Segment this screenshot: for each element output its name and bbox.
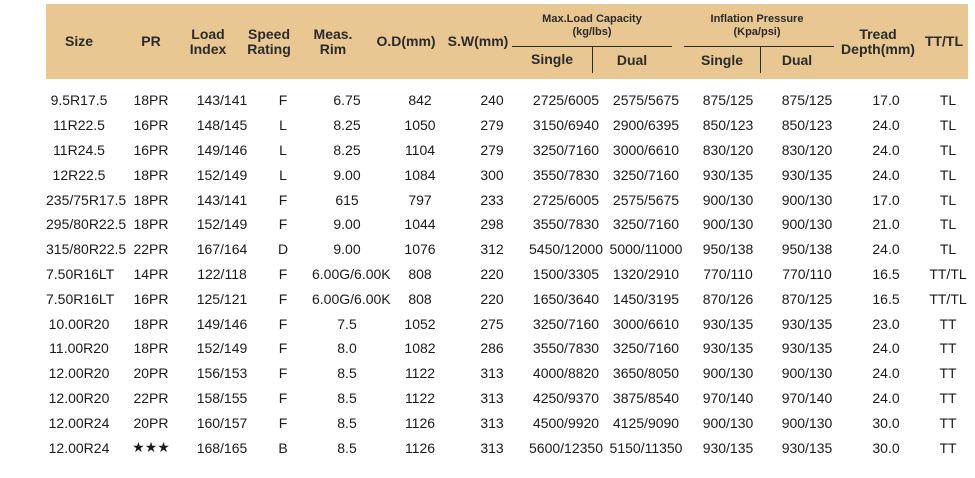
cell-tt-tl: TT [939, 389, 957, 406]
cell-load-dual: 1320/2910 [612, 265, 680, 282]
cell-pr: 18PR [133, 191, 169, 208]
cell-load-single: 3250/7160 [532, 141, 600, 158]
cell-inflation-single: 930/135 [702, 315, 754, 332]
cell-speed-rating: F [278, 92, 288, 109]
cell-pr: 22PR [133, 389, 169, 406]
cell-size: 315/80R22.5 [46, 241, 127, 258]
cell-size: 12.00R20 [48, 389, 110, 406]
cell-speed-rating: F [278, 191, 288, 208]
cell-inflation-dual: 930/135 [781, 340, 833, 357]
cell-od: 1050 [404, 117, 436, 134]
table-row [46, 212, 968, 237]
header-speed-rating: Speed Rating [247, 26, 291, 57]
table-row [46, 410, 968, 435]
cell-load-index: 125/121 [196, 290, 248, 307]
cell-size: 11R24.5 [53, 141, 105, 158]
cell-sw: 312 [480, 241, 504, 258]
cell-tt-tl: TL [939, 241, 957, 258]
cell-od: 1122 [404, 365, 436, 382]
cell-tt-tl: TT [939, 439, 957, 456]
cell-tread-depth: 30.0 [872, 414, 900, 431]
cell-sw: 240 [480, 92, 504, 109]
cell-load-dual: 2575/5675 [612, 92, 680, 109]
cell-load-dual: 5150/11350 [609, 439, 683, 456]
cell-load-single: 4250/9370 [532, 389, 600, 406]
cell-tread-depth: 24.0 [872, 241, 900, 258]
cell-load-single: 2725/6005 [532, 92, 600, 109]
cell-tread-depth: 23.0 [872, 315, 900, 332]
cell-pr: 20PR [133, 365, 169, 382]
table-row [46, 187, 968, 212]
cell-meas-rim: 6.00G/6.00K [312, 290, 391, 307]
cell-tt-tl: TL [939, 166, 957, 183]
cell-tt-tl: TL [939, 141, 957, 158]
cell-inflation-single: 850/123 [702, 117, 754, 134]
cell-load-single: 2725/6005 [532, 191, 600, 208]
header-load-single: Single [530, 51, 573, 67]
cell-inflation-single: 900/130 [702, 191, 754, 208]
cell-tread-depth: 24.0 [872, 340, 900, 357]
cell-od: 808 [408, 265, 432, 282]
cell-load-single: 3550/7830 [532, 216, 600, 233]
cell-meas-rim: 8.5 [337, 439, 357, 456]
cell-load-index: 152/149 [196, 166, 248, 183]
cell-size: 12R22.5 [52, 166, 106, 183]
cell-load-index: 156/153 [196, 365, 248, 382]
cell-inflation-dual: 900/130 [781, 414, 833, 431]
cell-tt-tl: TT/TL [929, 265, 967, 282]
cell-sw: 279 [480, 117, 504, 134]
table-header [46, 4, 968, 79]
header-inflation: Inflation Pressure (Kpa/psi) [710, 13, 804, 38]
cell-load-index: 158/155 [196, 389, 248, 406]
cell-speed-rating: F [278, 315, 288, 332]
cell-load-dual: 3875/8540 [612, 389, 680, 406]
cell-speed-rating: F [278, 389, 288, 406]
cell-inflation-single: 870/126 [702, 290, 754, 307]
cell-size: 10.00R20 [48, 315, 110, 332]
cell-speed-rating: F [278, 340, 288, 357]
cell-load-index: 149/146 [196, 141, 248, 158]
cell-load-single: 4000/8820 [532, 365, 600, 382]
cell-od: 797 [408, 191, 432, 208]
cell-load-index: 160/157 [196, 414, 248, 431]
cell-load-dual: 2900/6395 [612, 117, 680, 134]
cell-speed-rating: L [279, 117, 287, 134]
cell-pr: 18PR [133, 166, 169, 183]
cell-inflation-dual: 900/130 [781, 216, 833, 233]
cell-size: 7.50R16LT [46, 265, 115, 282]
cell-inflation-dual: 770/110 [782, 265, 832, 282]
cell-load-single: 1500/3305 [532, 265, 600, 282]
table-row [46, 361, 968, 386]
header-load-index: Load Index [189, 26, 227, 57]
cell-sw: 313 [480, 414, 504, 431]
cell-sw: 286 [480, 340, 504, 357]
cell-tt-tl: TT [939, 414, 957, 431]
cell-tread-depth: 24.0 [872, 141, 900, 158]
cell-size: 11R22.5 [53, 117, 105, 134]
table-body [46, 88, 968, 460]
cell-load-index: 122/118 [197, 265, 247, 282]
cell-inflation-dual: 930/135 [781, 439, 833, 456]
cell-meas-rim: 615 [335, 191, 359, 208]
cell-inflation-dual: 875/125 [781, 92, 833, 109]
cell-tread-depth: 16.5 [872, 265, 900, 282]
cell-pr: 20PR [133, 414, 169, 431]
cell-pr: 18PR [133, 315, 169, 332]
cell-load-dual: 3250/7160 [612, 340, 680, 357]
cell-speed-rating: F [278, 365, 288, 382]
table-row [46, 88, 968, 113]
cell-inflation-dual: 930/135 [781, 315, 833, 332]
cell-pr: 18PR [133, 340, 169, 357]
table-row [46, 138, 968, 163]
cell-meas-rim: 8.5 [337, 389, 357, 406]
cell-load-single: 3250/7160 [532, 315, 600, 332]
cell-tread-depth: 24.0 [872, 166, 900, 183]
cell-inflation-single: 930/135 [702, 166, 754, 183]
cell-meas-rim: 8.25 [333, 117, 361, 134]
cell-tt-tl: TT [939, 340, 957, 357]
cell-tt-tl: TL [939, 92, 957, 109]
cell-sw: 279 [480, 141, 504, 158]
table-row [46, 262, 968, 287]
cell-speed-rating: D [277, 241, 289, 258]
cell-size: 7.50R16LT [46, 290, 115, 307]
cell-load-index: 167/164 [196, 241, 248, 258]
cell-inflation-dual: 930/135 [781, 166, 833, 183]
cell-tt-tl: TL [939, 117, 957, 134]
cell-inflation-single: 930/135 [702, 340, 754, 357]
cell-load-dual: 3250/7160 [612, 166, 680, 183]
cell-load-index: 152/149 [196, 340, 248, 357]
header-size: Size [64, 33, 93, 49]
cell-tread-depth: 24.0 [872, 117, 900, 134]
header-od: O.D(mm) [376, 33, 436, 49]
cell-inflation-dual: 950/138 [781, 241, 833, 258]
cell-speed-rating: F [278, 216, 288, 233]
cell-od: 1076 [404, 241, 436, 258]
cell-inflation-dual: 900/130 [781, 191, 833, 208]
table-row [46, 435, 968, 460]
cell-meas-rim: 8.25 [333, 141, 361, 158]
cell-tread-depth: 16.5 [872, 290, 900, 307]
cell-tread-depth: 17.0 [872, 92, 900, 109]
cell-size: 12.00R24 [48, 439, 110, 456]
cell-sw: 233 [480, 191, 504, 208]
cell-load-index: 143/141 [196, 191, 248, 208]
cell-inflation-single: 875/125 [702, 92, 754, 109]
cell-sw: 300 [480, 166, 504, 183]
cell-load-dual: 4125/9090 [612, 414, 680, 431]
cell-speed-rating: L [279, 166, 287, 183]
cell-load-dual: 3000/6610 [612, 141, 680, 158]
cell-meas-rim: 9.00 [333, 241, 361, 258]
table-row [46, 162, 968, 187]
cell-od: 808 [408, 290, 432, 307]
cell-sw: 220 [480, 290, 504, 307]
cell-tt-tl: TT/TL [929, 290, 967, 307]
cell-size: 235/75R17.5 [46, 191, 127, 208]
cell-od: 1084 [404, 166, 436, 183]
cell-inflation-single: 900/130 [702, 216, 754, 233]
cell-meas-rim: 6.00G/6.00K [312, 265, 391, 282]
cell-load-dual: 2575/5675 [612, 191, 680, 208]
cell-od: 1104 [404, 141, 436, 158]
cell-pr: 14PR [133, 265, 169, 282]
cell-tread-depth: 21.0 [872, 216, 900, 233]
cell-tt-tl: TL [939, 216, 957, 233]
cell-load-single: 3550/7830 [532, 166, 600, 183]
inflation-divider [684, 46, 834, 47]
cell-meas-rim: 6.75 [333, 92, 361, 109]
cell-tread-depth: 24.0 [872, 365, 900, 382]
cell-inflation-dual: 830/120 [781, 141, 833, 158]
header-meas-rim: Meas. Rim [313, 26, 353, 57]
cell-inflation-single: 950/138 [702, 241, 754, 258]
cell-tread-depth: 17.0 [872, 191, 900, 208]
cell-sw: 275 [480, 315, 504, 332]
header-pr: PR [141, 33, 161, 49]
cell-inflation-single: 770/110 [703, 265, 753, 282]
cell-load-single: 3150/6940 [532, 117, 600, 134]
cell-pr: ★★★ [132, 439, 170, 456]
cell-load-dual: 3650/8050 [612, 365, 680, 382]
table-row [46, 336, 968, 361]
cell-pr: 18PR [133, 92, 169, 109]
cell-pr: 16PR [133, 117, 169, 134]
cell-tt-tl: TL [939, 191, 957, 208]
cell-load-single: 1650/3640 [532, 290, 600, 307]
cell-pr: 16PR [133, 290, 169, 307]
cell-speed-rating: F [278, 290, 288, 307]
header-max-load: Max.Load Capacity (kg/lbs) [542, 13, 642, 38]
cell-size: 11.00R20 [49, 340, 109, 357]
cell-inflation-single: 900/130 [702, 365, 754, 382]
cell-load-single: 4500/9920 [532, 414, 600, 431]
cell-pr: 16PR [133, 141, 169, 158]
cell-speed-rating: B [278, 439, 288, 456]
cell-meas-rim: 8.5 [337, 365, 357, 382]
cell-load-single: 5600/12350 [529, 439, 603, 456]
cell-inflation-dual: 900/130 [781, 365, 833, 382]
cell-sw: 313 [480, 439, 504, 456]
table-row [46, 237, 968, 262]
cell-load-index: 149/146 [196, 315, 248, 332]
cell-load-index: 168/165 [196, 439, 248, 456]
table-row [46, 386, 968, 411]
cell-meas-rim: 8.0 [337, 340, 357, 357]
cell-od: 842 [408, 92, 432, 109]
table-row [46, 113, 968, 138]
header-sw: S.W(mm) [447, 33, 509, 49]
cell-load-index: 143/141 [196, 92, 248, 109]
table-row [46, 286, 968, 311]
cell-inflation-single: 900/130 [702, 414, 754, 431]
cell-od: 1044 [404, 216, 436, 233]
header-tread-depth: Tread Depth(mm) [841, 26, 915, 57]
cell-load-dual: 5000/11000 [609, 241, 683, 258]
cell-pr: 18PR [133, 216, 169, 233]
cell-tt-tl: TT [939, 315, 957, 332]
cell-speed-rating: F [278, 414, 288, 431]
cell-od: 1082 [404, 340, 436, 357]
cell-inflation-single: 830/120 [702, 141, 754, 158]
header-tt-tl: TT/TL [924, 33, 964, 49]
cell-od: 1126 [404, 414, 436, 431]
cell-speed-rating: F [278, 265, 288, 282]
cell-load-dual: 3250/7160 [612, 216, 680, 233]
cell-load-dual: 1450/3195 [612, 290, 680, 307]
cell-tt-tl: TT [939, 365, 957, 382]
cell-inflation-dual: 870/125 [781, 290, 833, 307]
cell-inflation-dual: 850/123 [781, 117, 833, 134]
cell-tread-depth: 24.0 [872, 389, 900, 406]
cell-load-single: 3550/7830 [532, 340, 600, 357]
cell-sw: 313 [480, 389, 504, 406]
cell-meas-rim: 9.00 [333, 166, 361, 183]
cell-pr: 22PR [133, 241, 169, 258]
cell-inflation-single: 970/140 [702, 389, 754, 406]
cell-load-dual: 3000/6610 [612, 315, 680, 332]
header-inflation-single: Single [700, 52, 743, 68]
cell-meas-rim: 7.5 [337, 315, 357, 332]
cell-inflation-dual: 970/140 [781, 389, 833, 406]
cell-load-index: 148/145 [196, 117, 248, 134]
table-row [46, 311, 968, 336]
cell-meas-rim: 9.00 [333, 216, 361, 233]
cell-sw: 220 [480, 265, 504, 282]
cell-od: 1052 [404, 315, 436, 332]
cell-meas-rim: 8.5 [337, 414, 357, 431]
cell-size: 9.5R17.5 [50, 92, 108, 109]
header-inflation-dual: Dual [781, 52, 813, 68]
cell-od: 1122 [404, 389, 436, 406]
cell-inflation-single: 930/135 [702, 439, 754, 456]
cell-tread-depth: 30.0 [872, 439, 900, 456]
cell-speed-rating: L [279, 141, 287, 158]
cell-sw: 298 [480, 216, 504, 233]
cell-size: 295/80R22.5 [46, 216, 127, 233]
cell-load-index: 152/149 [196, 216, 248, 233]
cell-sw: 313 [480, 365, 504, 382]
cell-size: 12.00R20 [48, 365, 110, 382]
header-load-dual: Dual [616, 52, 648, 68]
cell-load-single: 5450/12000 [529, 241, 603, 258]
cell-od: 1126 [404, 439, 436, 456]
cell-size: 12.00R24 [48, 414, 110, 431]
